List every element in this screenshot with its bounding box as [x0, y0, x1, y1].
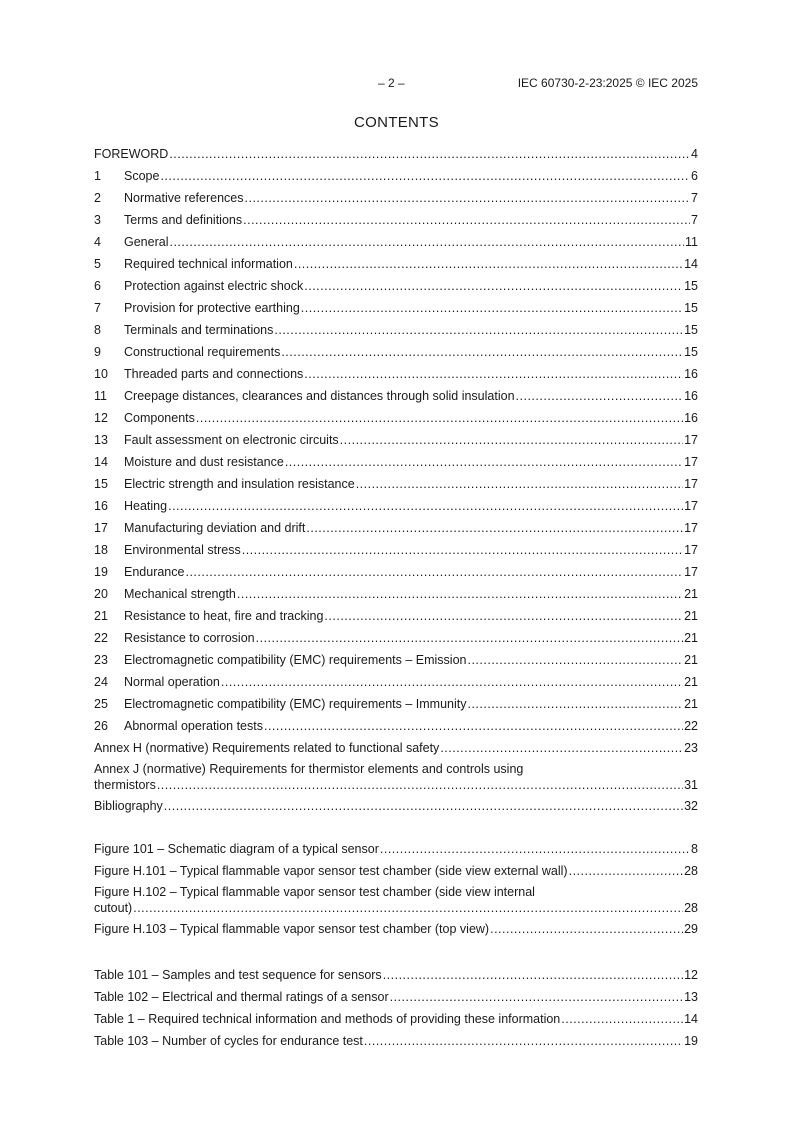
toc-entry-title: Resistance to heat, fire and tracking — [124, 609, 324, 623]
toc-entry-page: 21 — [684, 697, 698, 711]
toc-entry-page: 17 — [684, 477, 698, 491]
toc-entry-page: 17 — [684, 543, 698, 557]
dot-leader — [245, 189, 691, 207]
toc-entry-number: 26 — [94, 719, 108, 733]
toc-entry[interactable] — [94, 920, 698, 942]
dot-leader — [516, 387, 684, 405]
toc-entry[interactable] — [94, 167, 698, 189]
toc-entry[interactable] — [94, 717, 698, 739]
toc-entry[interactable] — [94, 321, 698, 343]
toc-entry[interactable] — [94, 585, 698, 607]
toc-entry-page: 16 — [684, 367, 698, 381]
toc-entry-title: Table 103 – Number of cycles for endurance test — [94, 1034, 363, 1048]
toc-entry-number: 5 — [94, 257, 101, 271]
toc-entry-title-cont: cutout) — [94, 901, 133, 915]
dot-leader — [169, 233, 684, 251]
toc-entry-page: 21 — [684, 587, 698, 601]
toc-entry-title: Bibliography — [94, 799, 163, 813]
toc-entry-number: 21 — [94, 609, 108, 623]
toc-entry-number: 19 — [94, 565, 108, 579]
toc-entry-page: 17 — [684, 455, 698, 469]
toc-entry[interactable] — [94, 475, 698, 497]
toc-entry[interactable] — [94, 988, 698, 1010]
toc-entry[interactable] — [94, 343, 698, 365]
contents-title: CONTENTS — [354, 114, 439, 131]
toc-entry-page: 14 — [684, 1012, 698, 1026]
toc-entry[interactable] — [94, 629, 698, 651]
dot-leader — [243, 211, 690, 229]
toc-entry-page: 12 — [684, 968, 698, 982]
dot-leader — [380, 840, 690, 858]
dot-leader — [168, 497, 683, 515]
standard-reference: IEC 60730-2-23:2025 © IEC 2025 — [517, 76, 698, 90]
toc-entry-title: Scope — [124, 169, 160, 183]
toc-entry[interactable] — [94, 884, 698, 920]
toc-entry-page: 21 — [684, 653, 698, 667]
toc-entry-page: 29 — [684, 922, 698, 936]
page-header — [0, 76, 793, 92]
toc-entry[interactable] — [94, 541, 698, 563]
dot-leader — [467, 651, 683, 669]
toc-entry[interactable] — [94, 519, 698, 541]
dot-leader — [324, 607, 683, 625]
toc-entry[interactable] — [94, 651, 698, 673]
toc-entry-number: 3 — [94, 213, 101, 227]
toc-entry-number: 11 — [94, 389, 107, 403]
toc-entry-page: 15 — [684, 301, 698, 315]
toc-entry-title: Figure H.101 – Typical flammable vapor sensor test chamber (side view external wall) — [94, 864, 568, 878]
toc-entry[interactable] — [94, 497, 698, 519]
toc-entry-title: Fault assessment on electronic circuits — [124, 433, 339, 447]
toc-entry[interactable] — [94, 189, 698, 211]
dot-leader — [340, 431, 683, 449]
dot-leader — [164, 797, 683, 815]
toc-entry-number: 1 — [94, 169, 101, 183]
toc-entry[interactable] — [94, 211, 698, 233]
dot-leader — [221, 673, 683, 691]
toc-entry[interactable] — [94, 862, 698, 884]
dot-leader — [561, 1010, 683, 1028]
toc-entry-page: 7 — [691, 213, 698, 227]
dot-leader — [133, 900, 683, 916]
toc-entry-title: Figure 101 – Schematic diagram of a typical sensor — [94, 842, 379, 856]
toc-entry-title: Figure H.103 – Typical flammable vapor sensor test chamber (top view) — [94, 922, 490, 936]
dot-leader — [440, 739, 683, 757]
toc-entry-title: Electromagnetic compatibility (EMC) requirements – Immunity — [124, 697, 467, 711]
dot-leader — [185, 563, 683, 581]
toc-entry-page: 17 — [684, 565, 698, 579]
toc-entry-number: 17 — [94, 521, 108, 535]
toc-tables — [94, 966, 698, 1054]
toc-entry[interactable] — [94, 409, 698, 431]
dot-leader — [169, 145, 690, 163]
toc-entry-page: 28 — [684, 864, 698, 878]
toc-entry-number: 23 — [94, 653, 108, 667]
toc-entry-number: 6 — [94, 279, 101, 293]
toc-entry-title: Manufacturing deviation and drift — [124, 521, 306, 535]
toc-entry-page: 15 — [684, 345, 698, 359]
toc-entry-title: Constructional requirements — [124, 345, 281, 359]
toc-entry-page: 16 — [684, 411, 698, 425]
toc-entry-title: Mechanical strength — [124, 587, 236, 601]
dot-leader — [160, 167, 690, 185]
toc-entry-title: Endurance — [124, 565, 185, 579]
toc-entry-title: Abnormal operation tests — [124, 719, 263, 733]
toc-entry-title: Components — [124, 411, 195, 425]
toc-entry-number: 20 — [94, 587, 108, 601]
toc-entry-page: 28 — [684, 901, 698, 915]
toc-entry-title: Terminals and terminations — [124, 323, 274, 337]
dot-leader — [281, 343, 683, 361]
toc-entry-title: Creepage distances, clearances and distances through solid insulation — [124, 389, 515, 403]
toc-entry-page: 13 — [684, 990, 698, 1004]
toc-entry-title: Table 1 – Required technical information and methods of providing these information — [94, 1012, 561, 1026]
toc-entry-page: 6 — [691, 169, 698, 183]
toc-entry[interactable] — [94, 1032, 698, 1054]
toc-entry-title: Moisture and dust resistance — [124, 455, 284, 469]
toc-entry-number: 8 — [94, 323, 101, 337]
toc-entry-page: 21 — [684, 609, 698, 623]
toc-entry[interactable] — [94, 739, 698, 761]
toc-entry[interactable] — [94, 453, 698, 475]
dot-leader — [364, 1032, 683, 1050]
dot-leader — [237, 585, 683, 603]
toc-entry-number: 13 — [94, 433, 108, 447]
toc-entry[interactable] — [94, 299, 698, 321]
toc-entry[interactable] — [94, 145, 698, 167]
dot-leader — [285, 453, 683, 471]
toc-entry[interactable] — [94, 255, 698, 277]
toc-entry-page: 17 — [684, 433, 698, 447]
toc-entry-title: Provision for protective earthing — [124, 301, 300, 315]
toc-entry[interactable] — [94, 966, 698, 988]
toc-entry-title: Heating — [124, 499, 168, 513]
page-number: – 2 – — [378, 76, 405, 90]
toc-entry[interactable] — [94, 673, 698, 695]
toc-entry-page: 17 — [684, 499, 698, 513]
dot-leader — [383, 966, 683, 984]
toc-entry-number: 25 — [94, 697, 108, 711]
toc-entry-number: 9 — [94, 345, 101, 359]
toc-entry[interactable] — [94, 387, 698, 409]
toc-entry-page: 16 — [684, 389, 698, 403]
dot-leader — [294, 255, 683, 273]
dot-leader — [304, 365, 683, 383]
toc-entry-number: 10 — [94, 367, 108, 381]
dot-leader — [196, 409, 683, 427]
toc-entry-page: 15 — [684, 279, 698, 293]
dot-leader — [356, 475, 683, 493]
toc-entry-page: 23 — [684, 741, 698, 755]
toc-entry-page: 11 — [685, 235, 698, 249]
dot-leader — [242, 541, 683, 559]
toc-entry[interactable] — [94, 607, 698, 629]
toc-entry-number: 22 — [94, 631, 108, 645]
toc-entry-title: General — [124, 235, 169, 249]
dot-leader — [306, 519, 683, 537]
toc-entry[interactable] — [94, 761, 698, 797]
toc-entry-title: Protection against electric shock — [124, 279, 304, 293]
toc-entry-page: 15 — [684, 323, 698, 337]
toc-entry-title: Environmental stress — [124, 543, 241, 557]
toc-entry-page: 21 — [684, 675, 698, 689]
dot-leader — [490, 920, 683, 938]
dot-leader — [157, 777, 683, 793]
toc-entry-page: 31 — [684, 778, 698, 792]
toc-entry-page: 22 — [684, 719, 698, 733]
toc-entry-number: 18 — [94, 543, 108, 557]
toc-entry[interactable] — [94, 1010, 698, 1032]
toc-entry-title: Table 102 – Electrical and thermal ratings of a sensor — [94, 990, 389, 1004]
toc-entry-title: Annex J (normative) Requirements for thermistor elements and controls using — [94, 762, 524, 776]
toc-entry-number: 15 — [94, 477, 108, 491]
toc-entry[interactable] — [94, 431, 698, 453]
dot-leader — [467, 695, 683, 713]
toc-entry-title: Resistance to corrosion — [124, 631, 255, 645]
toc-entry-title: Threaded parts and connections — [124, 367, 304, 381]
toc-entry-page: 19 — [684, 1034, 698, 1048]
toc-sections — [94, 145, 698, 819]
toc-entry[interactable] — [94, 840, 698, 862]
toc-entry[interactable] — [94, 797, 698, 819]
toc-entry-title: Electromagnetic compatibility (EMC) requirements – Emission — [124, 653, 467, 667]
toc-entry-number: 16 — [94, 499, 108, 513]
dot-leader — [304, 277, 683, 295]
toc-entry[interactable] — [94, 563, 698, 585]
toc-entry-page: 17 — [684, 521, 698, 535]
toc-entry-title: Electric strength and insulation resistance — [124, 477, 355, 491]
dot-leader — [274, 321, 683, 339]
toc-entry-title: Terms and definitions — [124, 213, 243, 227]
toc-entry[interactable] — [94, 365, 698, 387]
toc-entry-page: 8 — [691, 842, 698, 856]
toc-entry-page: 21 — [684, 631, 698, 645]
toc-entry-page: 7 — [691, 191, 698, 205]
toc-entry-title: Table 101 – Samples and test sequence for sensors — [94, 968, 382, 982]
toc-entry-number: 24 — [94, 675, 108, 689]
toc-entry-number: 12 — [94, 411, 108, 425]
dot-leader — [569, 862, 684, 880]
toc-entry-number: 7 — [94, 301, 101, 315]
toc-entry-title: Figure H.102 – Typical flammable vapor sensor test chamber (side view internal — [94, 885, 535, 899]
toc-entry[interactable] — [94, 277, 698, 299]
toc-entry-number: 2 — [94, 191, 101, 205]
toc-entry-title: Annex H (normative) Requirements related to functional safety — [94, 741, 440, 755]
toc-entry-number: 14 — [94, 455, 108, 469]
toc-figures — [94, 840, 698, 942]
toc-entry-title-cont: thermistors — [94, 778, 156, 792]
dot-leader — [256, 629, 683, 647]
toc-entry-number: 4 — [94, 235, 101, 249]
toc-entry-title: Required technical information — [124, 257, 293, 271]
toc-entry-page: 4 — [691, 147, 698, 161]
toc-entry[interactable] — [94, 233, 698, 255]
toc-entry-page: 14 — [684, 257, 698, 271]
toc-entry-title: FOREWORD — [94, 147, 169, 161]
toc-entry[interactable] — [94, 695, 698, 717]
toc-entry-title: Normal operation — [124, 675, 220, 689]
dot-leader — [301, 299, 683, 317]
dot-leader — [390, 988, 683, 1006]
toc-entry-title: Normative references — [124, 191, 244, 205]
dot-leader — [264, 717, 683, 735]
toc-entry-page: 32 — [684, 799, 698, 813]
